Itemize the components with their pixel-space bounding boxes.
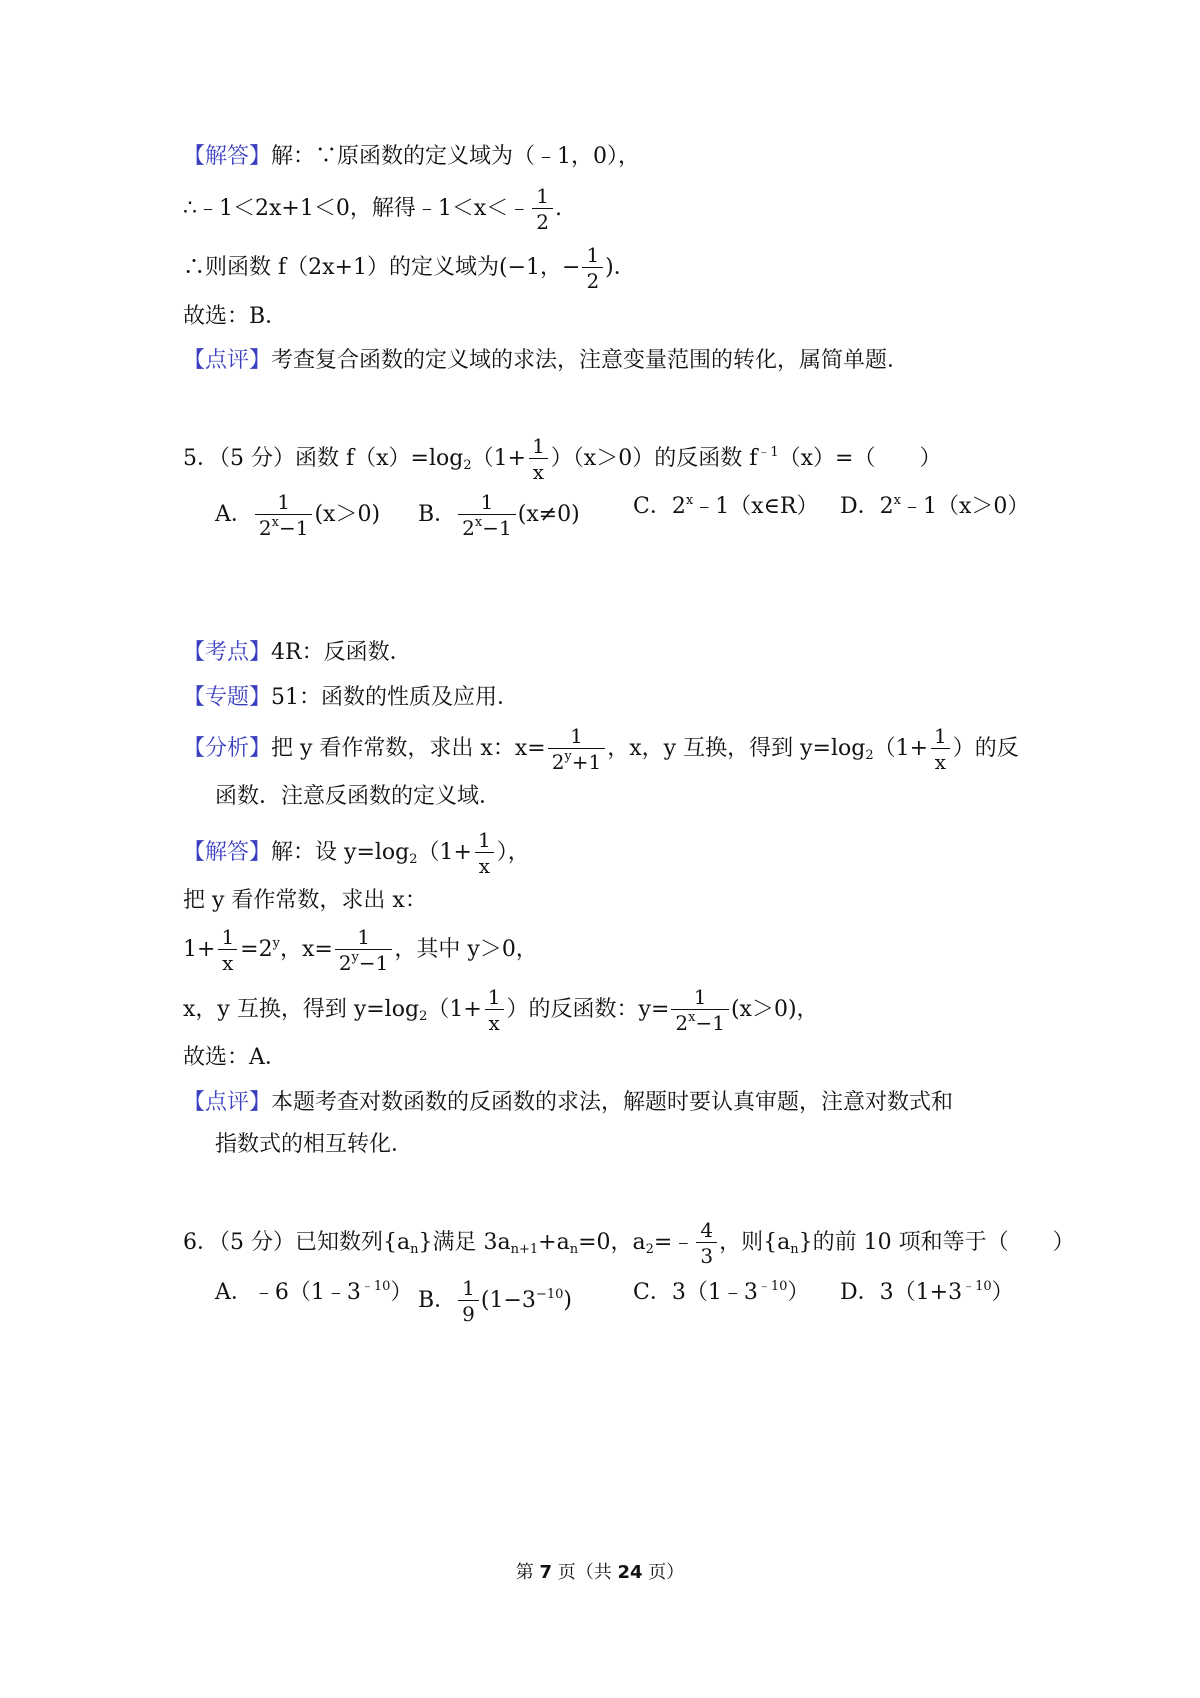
- q6-option-a: A．$﹣6(1﹣3^{﹣10})$: [215, 1279, 413, 1305]
- comment-tag: 【点评】: [183, 348, 272, 373]
- q5-choose: 故选：A．: [183, 1045, 287, 1070]
- page-total: 24: [617, 1562, 643, 1583]
- q5-option-b: B． $\frac{1}{2^x-1}$ (x≠0): [418, 490, 580, 540]
- page-number: 7: [539, 1562, 552, 1583]
- q5-fenxi-line1: 【分析】把 y 看作常数，求出 x：x= $\frac{1}{2^y+1}$ ，x，y 互换，得到 $y=\log_2(1+$ $\frac{1}{x}$ ）的反: [183, 724, 1019, 774]
- fraction-one-half: $\frac{1}{2}$: [532, 186, 553, 232]
- fraction-one-over-x: $\frac{1}{x}$: [528, 436, 549, 482]
- answer-tag: 【解答】: [183, 144, 272, 169]
- q5-jieda-line1: 【解答】解：设 $y=\log_2(1+$ $\frac{1}{x}$ ），: [183, 828, 530, 878]
- q5-zhuanti: 【专题】51：函数的性质及应用．: [183, 685, 520, 710]
- q6-option-d: D．$3(1+3^{﹣10})$: [840, 1279, 1014, 1305]
- q6-option-b: B． $\frac{1}{9}$ $(1-3^{-10})$: [418, 1276, 572, 1326]
- q5-comment-line1: 【点评】本题考查对数函数的反函数的求法，解题时要认真审题，注意对数式和: [183, 1090, 954, 1115]
- q4-answer-line3: ∴则函数 f（2x+1）的定义域为(−1，− $\frac{1}{2}$ )．: [183, 243, 636, 293]
- q5-fenxi-line2: 函数．注意反函数的定义域．: [215, 784, 502, 809]
- q4-answer-line2: ∴﹣1＜2x+1＜0，解得﹣1＜x＜﹣ $\frac{1}{2}$ .: [183, 184, 562, 234]
- q4-answer-line1: 【解答】解：∵原函数的定义域为（﹣1，0），: [183, 144, 641, 169]
- q6-option-c: C．$3(1﹣3^{﹣10})$: [633, 1279, 810, 1305]
- q6-stem: 6．（5 分）已知数列$\{a_n\}$满足 $3a_{n+1}+a_n=0$，$a_2=﹣$ $\frac{4}{3}$ ，则$\{a_n\}$的前 10 项和等于（ ）: [183, 1218, 1075, 1268]
- q5-option-a: A． $\frac{1}{2^x-1}$ (x＞0): [215, 490, 381, 540]
- q5-option-c: C．2$^x$﹣1（x∈R）: [633, 493, 819, 519]
- fraction-one-half: $\frac{1}{2}$: [582, 245, 603, 291]
- q5-kaodian: 【考点】4R：反函数．: [183, 640, 412, 665]
- q5-step1: 把 y 看作常数，求出 x：: [183, 888, 427, 913]
- q5-step2: 1+ $\frac{1}{x}$ $=2^y$，x= $\frac{1}{2^y-1}$ ，其中 y＞0，: [183, 925, 538, 975]
- q5-stem: 5．（5 分）函数 $f(x)=\log_2(1+$ $\frac{1}{x}$ ）（x＞0）的反函数 $f^{﹣1}(x)=$（ ）: [183, 434, 942, 484]
- q4-comment: 【点评】考查复合函数的定义域的求法，注意变量范围的转化，属简单题．: [183, 348, 910, 373]
- page-footer: 第 7 页（共 24 页）: [515, 1562, 685, 1583]
- q5-step3: x，y 互换，得到 $y=\log_2(1+$ $\frac{1}{x}$ ）的反函数：y= $\frac{1}{2^x-1}$ (x＞0)，: [183, 985, 819, 1035]
- q5-comment-line2: 指数式的相互转化．: [215, 1132, 414, 1157]
- q5-option-d: D．$2^x﹣1(x>0)$: [840, 493, 1030, 519]
- q4-choose: 故选：B．: [183, 304, 288, 329]
